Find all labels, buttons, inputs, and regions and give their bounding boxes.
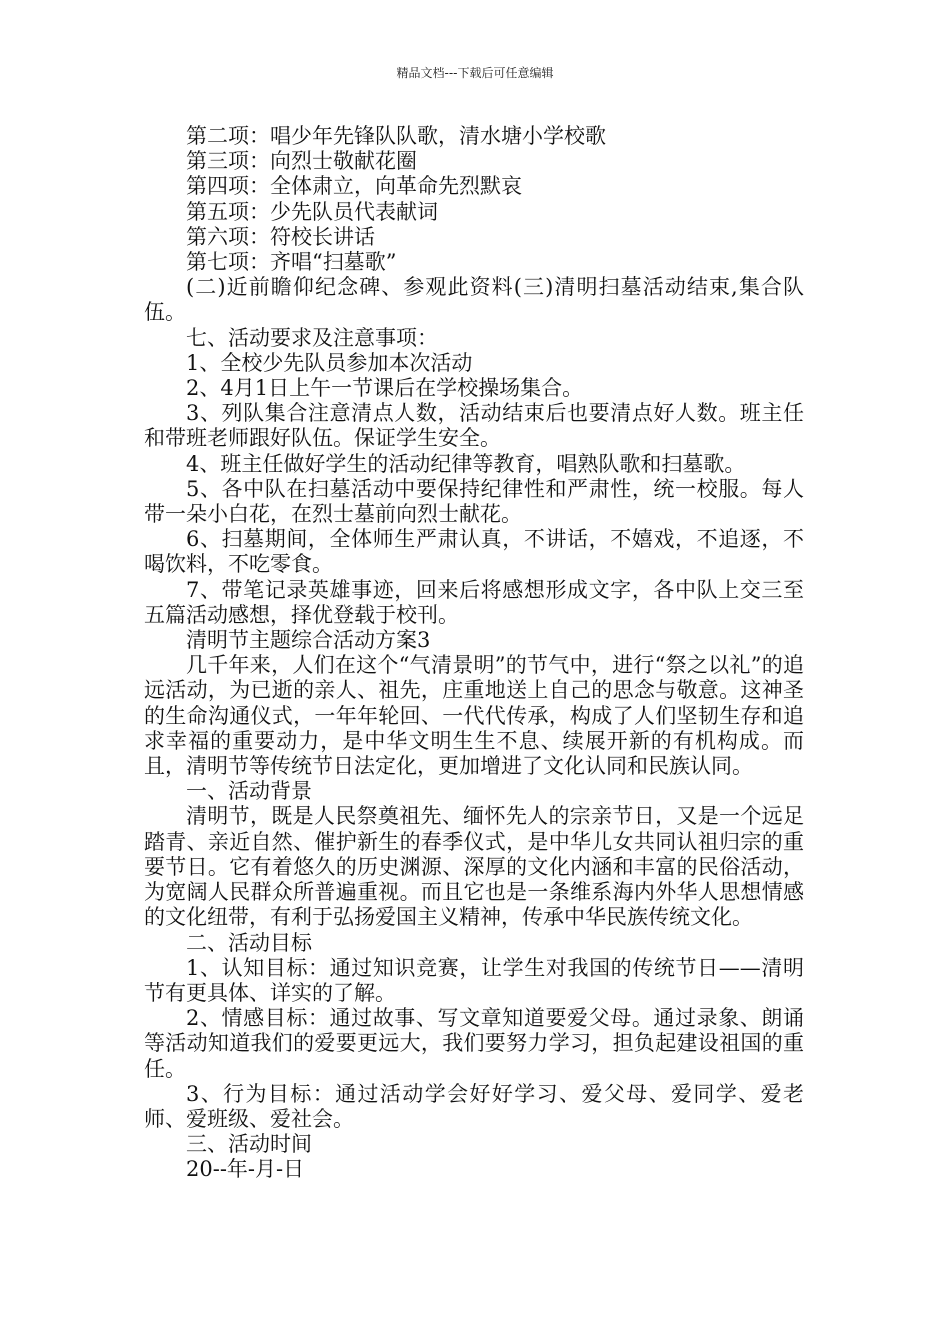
document-body: [144, 124, 804, 1183]
paragraph: 清明节，既是人民祭奠祖先、缅怀先人的宗亲节日，又是一个远足踏青、亲近自然、催护新生的春季仪式，是中华儿女共同认祖归宗的重要节日。它有着悠久的历史渊源、深厚的文化内涵和丰富的民俗活动，为宽阔人民群众所普遍重视。而且它也是一条维系海内外华人思想情感的文化纽带，有利于弘扬爱国主义精神，传承中华民族传统文化。: [144, 804, 804, 930]
paragraph: 1、认知目标：通过知识竞赛，让学生对我国的传统节日——清明节有更具体、详实的了解。: [144, 955, 804, 1005]
paragraph: 6、扫墓期间，全体师生严肃认真，不讲话，不嬉戏，不追逐，不喝饮料，不吃零食。: [144, 527, 804, 577]
paragraph: 几千年来，人们在这个“气清景明”的节气中，进行“祭之以礼”的追远活动，为已逝的亲人、祖先，庄重地送上自己的思念与敬意。这神圣的生命沟通仪式，一年年轮回、一代代传承，构成了人们坚韧生存和追求幸福的重要动力，是中华文明生生不息、续展开新的有机构成。而且，清明节等传统节日法定化，更加增进了文化认同和民族认同。: [144, 653, 804, 779]
document-title: 清明节主题综合活动方案3: [186, 628, 431, 653]
section-heading: 七、活动要求及注意事项：: [186, 325, 438, 350]
paragraph: 3、行为目标：通过活动学会好好学习、爱父母、爱同学、爱老师、爱班级、爱社会。: [144, 1081, 804, 1131]
paragraph: 第三项：向烈士敬献花圈: [186, 149, 417, 174]
section-heading: 三、活动时间: [186, 1132, 312, 1157]
section-heading: 二、活动目标: [186, 930, 312, 955]
paragraph: 第二项：唱少年先锋队队歌，清水塘小学校歌: [186, 124, 606, 148]
paragraph: 5、各中队在扫墓活动中要保持纪律性和严肃性，统一校服。每人带一朵小白花，在烈士墓前向烈士献花。: [144, 476, 804, 527]
paragraph: 第六项：符校长讲话: [186, 224, 375, 249]
paragraph: 第四项：全体肃立，向革命先烈默哀: [186, 174, 522, 199]
paragraph: 7、带笔记录英雄事迹，回来后将感想形成文字，各中队上交三至五篇活动感想，择优登载于校刊。: [144, 577, 804, 627]
paragraph: 3、列队集合注意清点人数，活动结束后也要清点好人数。班主任和带班老师跟好队伍。保证学生安全。: [144, 401, 804, 451]
page-header: 精品文档---下载后可任意编辑: [396, 66, 554, 80]
paragraph: 1、全校少先队员参加本次活动: [186, 350, 473, 375]
paragraph: 第七项：齐唱“扫墓歌”: [186, 250, 397, 275]
paragraph: (二)近前瞻仰纪念碑、参观此资料(三)清明扫墓活动结束,集合队伍。: [144, 275, 804, 325]
paragraph: 20--年-月-日: [186, 1157, 305, 1182]
paragraph: 2、情感目标：通过故事、写文章知道要爱父母。通过录象、朗诵等活动知道我们的爱要更远大，我们要努力学习，担负起建设祖国的重任。: [144, 1006, 804, 1081]
paragraph: 4、班主任做好学生的活动纪律等教育，唱熟队歌和扫墓歌。: [186, 451, 746, 476]
paragraph: 第五项：少先队员代表献词: [186, 199, 438, 224]
paragraph: 2、4月1日上午一节课后在学校操场集合。: [186, 376, 584, 401]
section-heading: 一、活动背景: [186, 779, 312, 804]
